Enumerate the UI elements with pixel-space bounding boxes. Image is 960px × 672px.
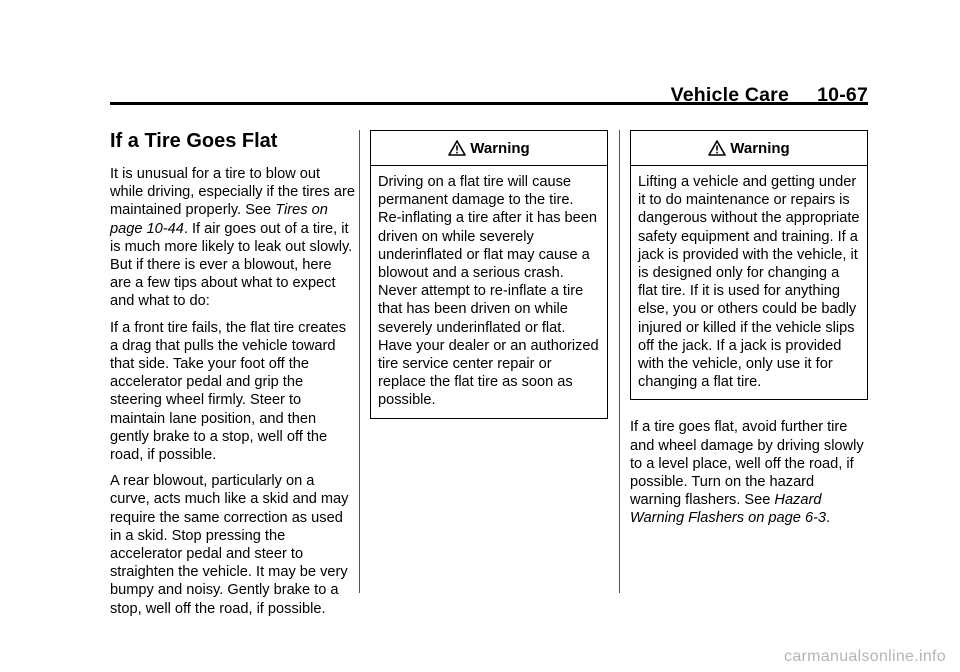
- warning-text: Driving on a flat tire will cause permanent damage to the tire. Re-inflating a tire after it has been driven on while severely underinflated or flat may cause a blowout and a serious crash. Never attempt to re-inflate a tire that has been driven on while severely underinflated or flat. Have your dealer or an authorized tire service center repair or replace the flat tire as soon as possible.: [378, 174, 599, 409]
- column-3: [630, 120, 868, 536]
- warning-box-jack: [630, 130, 868, 400]
- warning-triangle-icon: [448, 140, 466, 156]
- header-rule: [110, 102, 868, 105]
- paragraph-front-tire: If a front tire fails, the flat tire creates a drag that pulls the vehicle toward that side. Take your foot off the accelerator pedal and grip the steering wheel firmly. Steer to maintain lane position, and then gently brake to a stop, well off the road, if possible.: [110, 319, 347, 464]
- cross-reference-tires: Tires on page 10-44: [110, 202, 328, 237]
- warning-box-flat-tire: [370, 130, 608, 419]
- header-section: Vehicle Care: [670, 84, 790, 106]
- header-page-number: 10-67: [817, 84, 868, 106]
- warning-title: Warning: [730, 139, 790, 157]
- paragraph-intro: It is unusual for a tire to blow out while driving, especially if the tires are maintained properly. See Tires on page 10-44. If air goes out of a tire, it is much more likely to leak out slowly. But if there is ever a blowout, here are a few tips about what to expect and what to do:: [110, 166, 355, 310]
- warning-header: [631, 131, 867, 166]
- column-divider-1: [359, 130, 360, 593]
- warning-header: [371, 131, 607, 166]
- cross-reference-hazard-flashers: Hazard Warning Flashers on page 6-3: [630, 492, 827, 527]
- paragraph-avoid-damage: If a tire goes flat, avoid further tire and wheel damage by driving slowly to a level place, well off the road, if possible. Turn on the hazard warning flashers. See Hazard Warning Flashers on page 6-3.: [630, 419, 864, 527]
- paragraph-rear-blowout: A rear blowout, particularly on a curve, acts much like a skid and may require the same correction as used in a skid. Stop pressing the accelerator pedal and steer to straighten the vehicle. It may be very bumpy and noisy. Gently brake to a stop, well off the road, if possible.: [110, 473, 349, 617]
- warning-title: Warning: [470, 139, 530, 157]
- column-divider-2: [619, 130, 620, 593]
- watermark: carmanualsonline.info: [784, 648, 946, 665]
- column-1: [110, 120, 355, 626]
- warning-text: Lifting a vehicle and getting under it to do maintenance or repairs is dangerous without the appropriate safety equipment and training. If a jack is provided with the vehicle, it is designed only for changing a flat tire. If it is used for anything else, you or others could be badly injured or killed if the vehicle slips off the jack. If a jack is provided with the vehicle, only use it for changing a flat tire.: [638, 174, 860, 391]
- warning-triangle-icon: [708, 140, 726, 156]
- section-title: If a Tire Goes Flat: [110, 130, 278, 152]
- column-2: [370, 120, 608, 419]
